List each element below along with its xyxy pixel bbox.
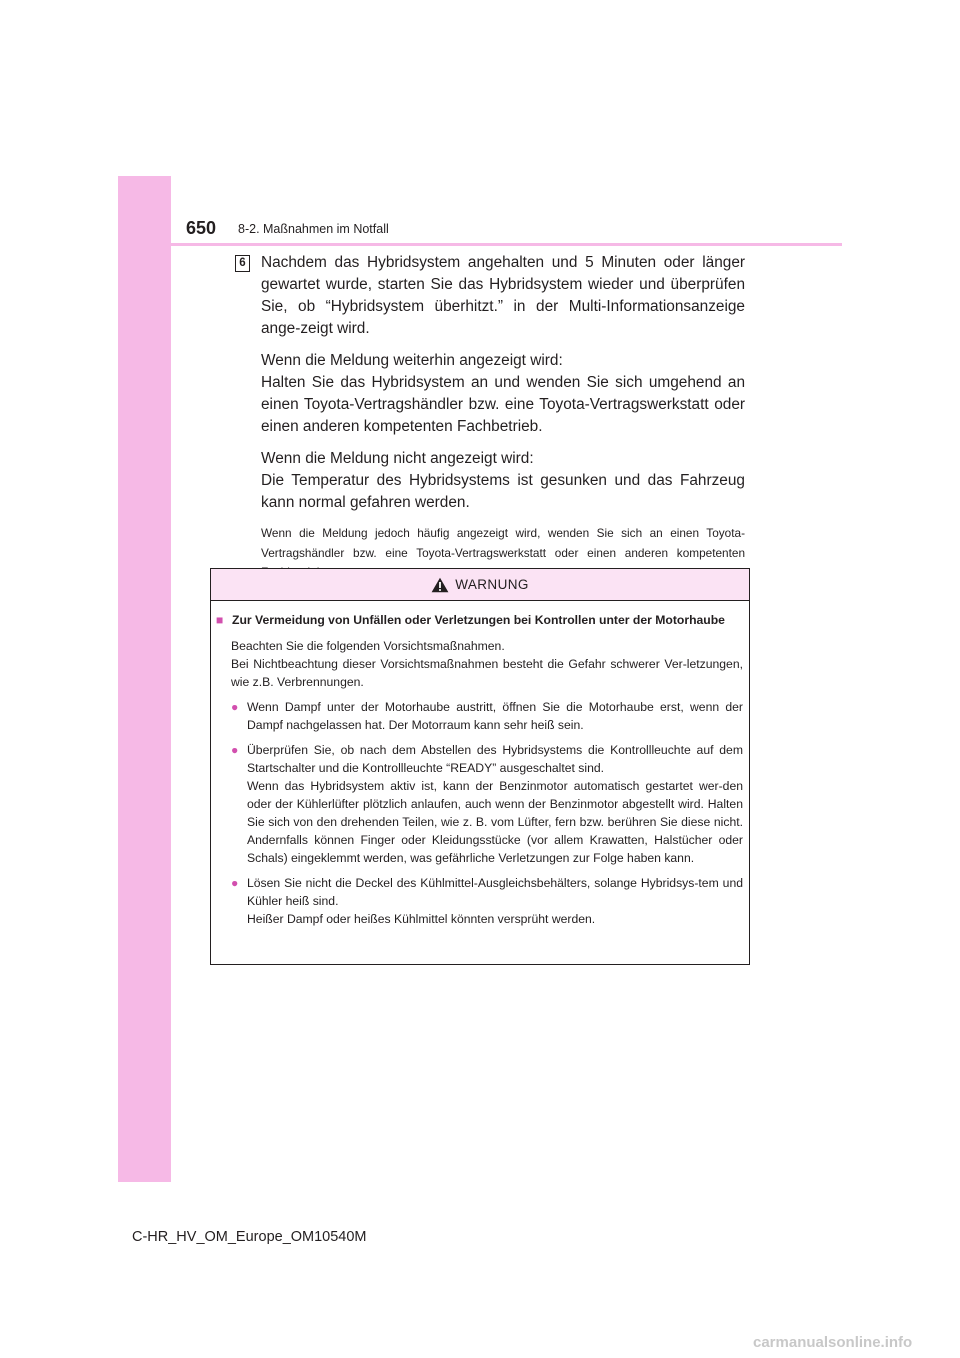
chapter-sidebar-tab	[118, 176, 171, 1182]
warning-bullet	[231, 741, 743, 867]
step-paragraph: Nachdem das Hybridsystem angehalten und 5 Minuten oder länger gewartet wurde, starten Sie das Hybridsystem wieder und überprüfen Sie, ob “Hybridsystem überhitzt.” in der Multi-Informationsanzeige ange-zeigt wird.	[261, 254, 745, 337]
warning-bullet	[231, 874, 743, 928]
step-paragraph: Halten Sie das Hybridsystem an und wenden Sie sich umgehend an einen Toyota-Vertragshändler bzw. eine Toyota-Vertragswerkstatt oder einen anderen kompetenten Fachbetrieb.	[261, 374, 745, 435]
warning-bullet-text: Wenn das Hybridsystem aktiv ist, kann der Benzinmotor automatisch gestartet wer-den oder der Kühlerlüfter plötzlich anlaufen, auch wenn der Benzinmotor abgestellt wird. Halten Sie sich von den drehenden Teilen, wie z. B. vom Lüfter, fern bzw. berühren Sie diese nicht. Andernfalls können Finger oder Kleidungsstücke (vor allem Krawatten, Halstücher oder Schals) eingeklemmt werden, was gefährliche Verletzungen zur Folge haben kann.	[247, 779, 743, 865]
warning-bullet	[231, 698, 743, 734]
warning-intro	[231, 637, 743, 691]
watermark: carmanualsonline.info	[753, 1334, 913, 1351]
warning-intro-line: Beachten Sie die folgenden Vorsichtsmaßnahmen.	[231, 639, 505, 653]
circle-bullet-icon: ●	[231, 700, 239, 714]
warning-body	[211, 601, 749, 928]
warning-title: WARNUNG	[455, 577, 529, 592]
page-number: 650	[186, 218, 217, 238]
document-code: C-HR_HV_OM_Europe_OM10540M	[132, 1229, 367, 1245]
warning-bullet-text: Überprüfen Sie, ob nach dem Abstellen des Hybridsystems die Kontrollleuchte auf dem Startschalter und die Kontrollleuchte “READY” ausgeschaltet sind.	[247, 743, 743, 775]
circle-bullet-icon: ●	[231, 876, 239, 890]
circle-bullet-icon: ●	[231, 743, 239, 757]
step-content	[261, 252, 745, 583]
step-number-badge: 6	[235, 255, 250, 272]
step-paragraph: Die Temperatur des Hybridsystems ist gesunken und das Fahrzeug kann normal gefahren werden.	[261, 472, 745, 511]
warning-header	[211, 569, 749, 601]
step-note: Wenn die Meldung jedoch häufig angezeigt wird, wenden Sie sich an einen Toyota-Vertragshändler bzw. eine Toyota-Vertragswerkstatt oder einen anderen kompetenten	[261, 526, 745, 560]
square-bullet-icon: ■	[216, 613, 224, 627]
warning-triangle-icon	[431, 577, 449, 593]
warning-bullet-text: Lösen Sie nicht die Deckel des Kühlmittel-Ausgleichsbehälters, solange Hybridsys-tem und Kühler heiß sind.	[247, 876, 743, 908]
header-rule	[171, 243, 842, 246]
warning-bullet-text: Wenn Dampf unter der Motorhaube austritt, öffnen Sie die Motorhaube erst, wenn der Dampf nachgelassen hat. Der Motorraum kann sehr heiß sein.	[247, 700, 743, 732]
warning-intro-line: Bei Nichtbeachtung dieser Vorsichtsmaßnahmen besteht die Gefahr schwerer Ver-letzungen, wie z.B. Verbrennungen.	[231, 657, 743, 689]
section-title: 8-2. Maßnahmen im Notfall	[238, 222, 389, 236]
warning-bullet-text: Heißer Dampf oder heißes Kühlmittel könnten versprüht werden.	[247, 912, 596, 926]
warning-box	[210, 568, 750, 965]
warning-heading-text: Zur Vermeidung von Unfällen oder Verletzungen bei Kontrollen unter der Motorhaube	[232, 613, 725, 627]
warning-heading	[216, 611, 743, 629]
step-paragraph: Wenn die Meldung weiterhin angezeigt wird:	[261, 352, 563, 369]
step-paragraph: Wenn die Meldung nicht angezeigt wird:	[261, 450, 534, 467]
